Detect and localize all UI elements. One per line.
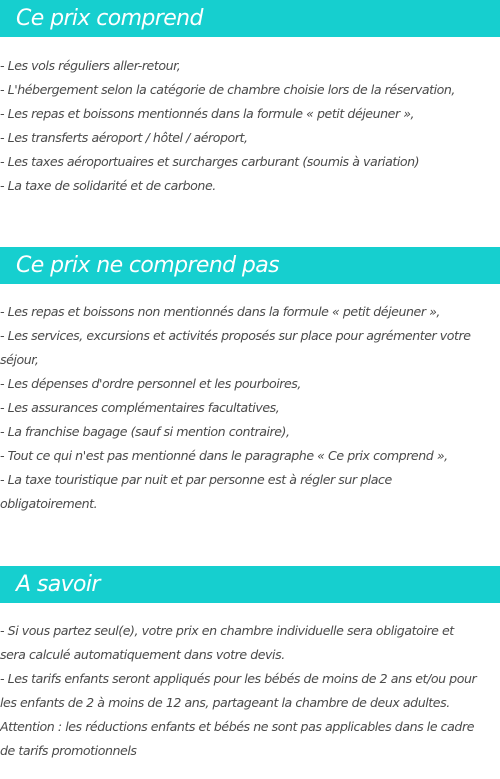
list-item: - Tout ce qui n'est pas mentionné dans le paragraphe « Ce prix comprend », bbox=[0, 448, 448, 463]
section-header-included bbox=[0, 0, 500, 37]
list-item: - Les dépenses d'ordre personnel et les pourboires, bbox=[0, 376, 301, 391]
list-item: - Les tarifs enfants seront appliqués pour les bébés de moins de 2 ans et/ou pour bbox=[0, 671, 477, 686]
list-item: de tarifs promotionnels bbox=[0, 743, 137, 758]
list-item: séjour, bbox=[0, 352, 39, 367]
list-item: - La franchise bagage (sauf si mention contraire), bbox=[0, 424, 290, 439]
list-item: - Les assurances complémentaires facultatives, bbox=[0, 400, 280, 415]
list-item: - Les transferts aéroport / hôtel / aéroport, bbox=[0, 130, 248, 145]
list-item: obligatoirement. bbox=[0, 496, 98, 511]
section-title: A savoir bbox=[16, 571, 100, 597]
list-item: les enfants de 2 à moins de 12 ans, partageant la chambre de deux adultes. bbox=[0, 695, 450, 710]
section-body-not-included bbox=[0, 300, 500, 516]
list-item: - Les taxes aéroportuaires et surcharges carburant (soumis à variation) bbox=[0, 154, 420, 169]
section-body-included bbox=[0, 54, 500, 198]
section-body-good-to-know bbox=[0, 619, 500, 763]
list-item: Attention : les réductions enfants et bébés ne sont pas applicables dans le cadre bbox=[0, 719, 474, 734]
list-item: - Si vous partez seul(e), votre prix en chambre individuelle sera obligatoire et bbox=[0, 623, 454, 638]
section-header-good-to-know bbox=[0, 566, 500, 603]
section-header-not-included bbox=[0, 247, 500, 284]
section-title: Ce prix ne comprend pas bbox=[16, 252, 280, 278]
list-item: - Les services, excursions et activités proposés sur place pour agrémenter votre bbox=[0, 328, 471, 343]
list-item: - L'hébergement selon la catégorie de chambre choisie lors de la réservation, bbox=[0, 82, 455, 97]
list-item: - La taxe touristique par nuit et par personne est à régler sur place bbox=[0, 472, 392, 487]
list-item: - Les vols réguliers aller-retour, bbox=[0, 58, 181, 73]
list-item: sera calculé automatiquement dans votre devis. bbox=[0, 647, 285, 662]
list-item: - Les repas et boissons non mentionnés dans la formule « petit déjeuner », bbox=[0, 304, 440, 319]
section-title: Ce prix comprend bbox=[16, 5, 203, 31]
list-item: - La taxe de solidarité et de carbone. bbox=[0, 178, 216, 193]
list-item: - Les repas et boissons mentionnés dans la formule « petit déjeuner », bbox=[0, 106, 415, 121]
